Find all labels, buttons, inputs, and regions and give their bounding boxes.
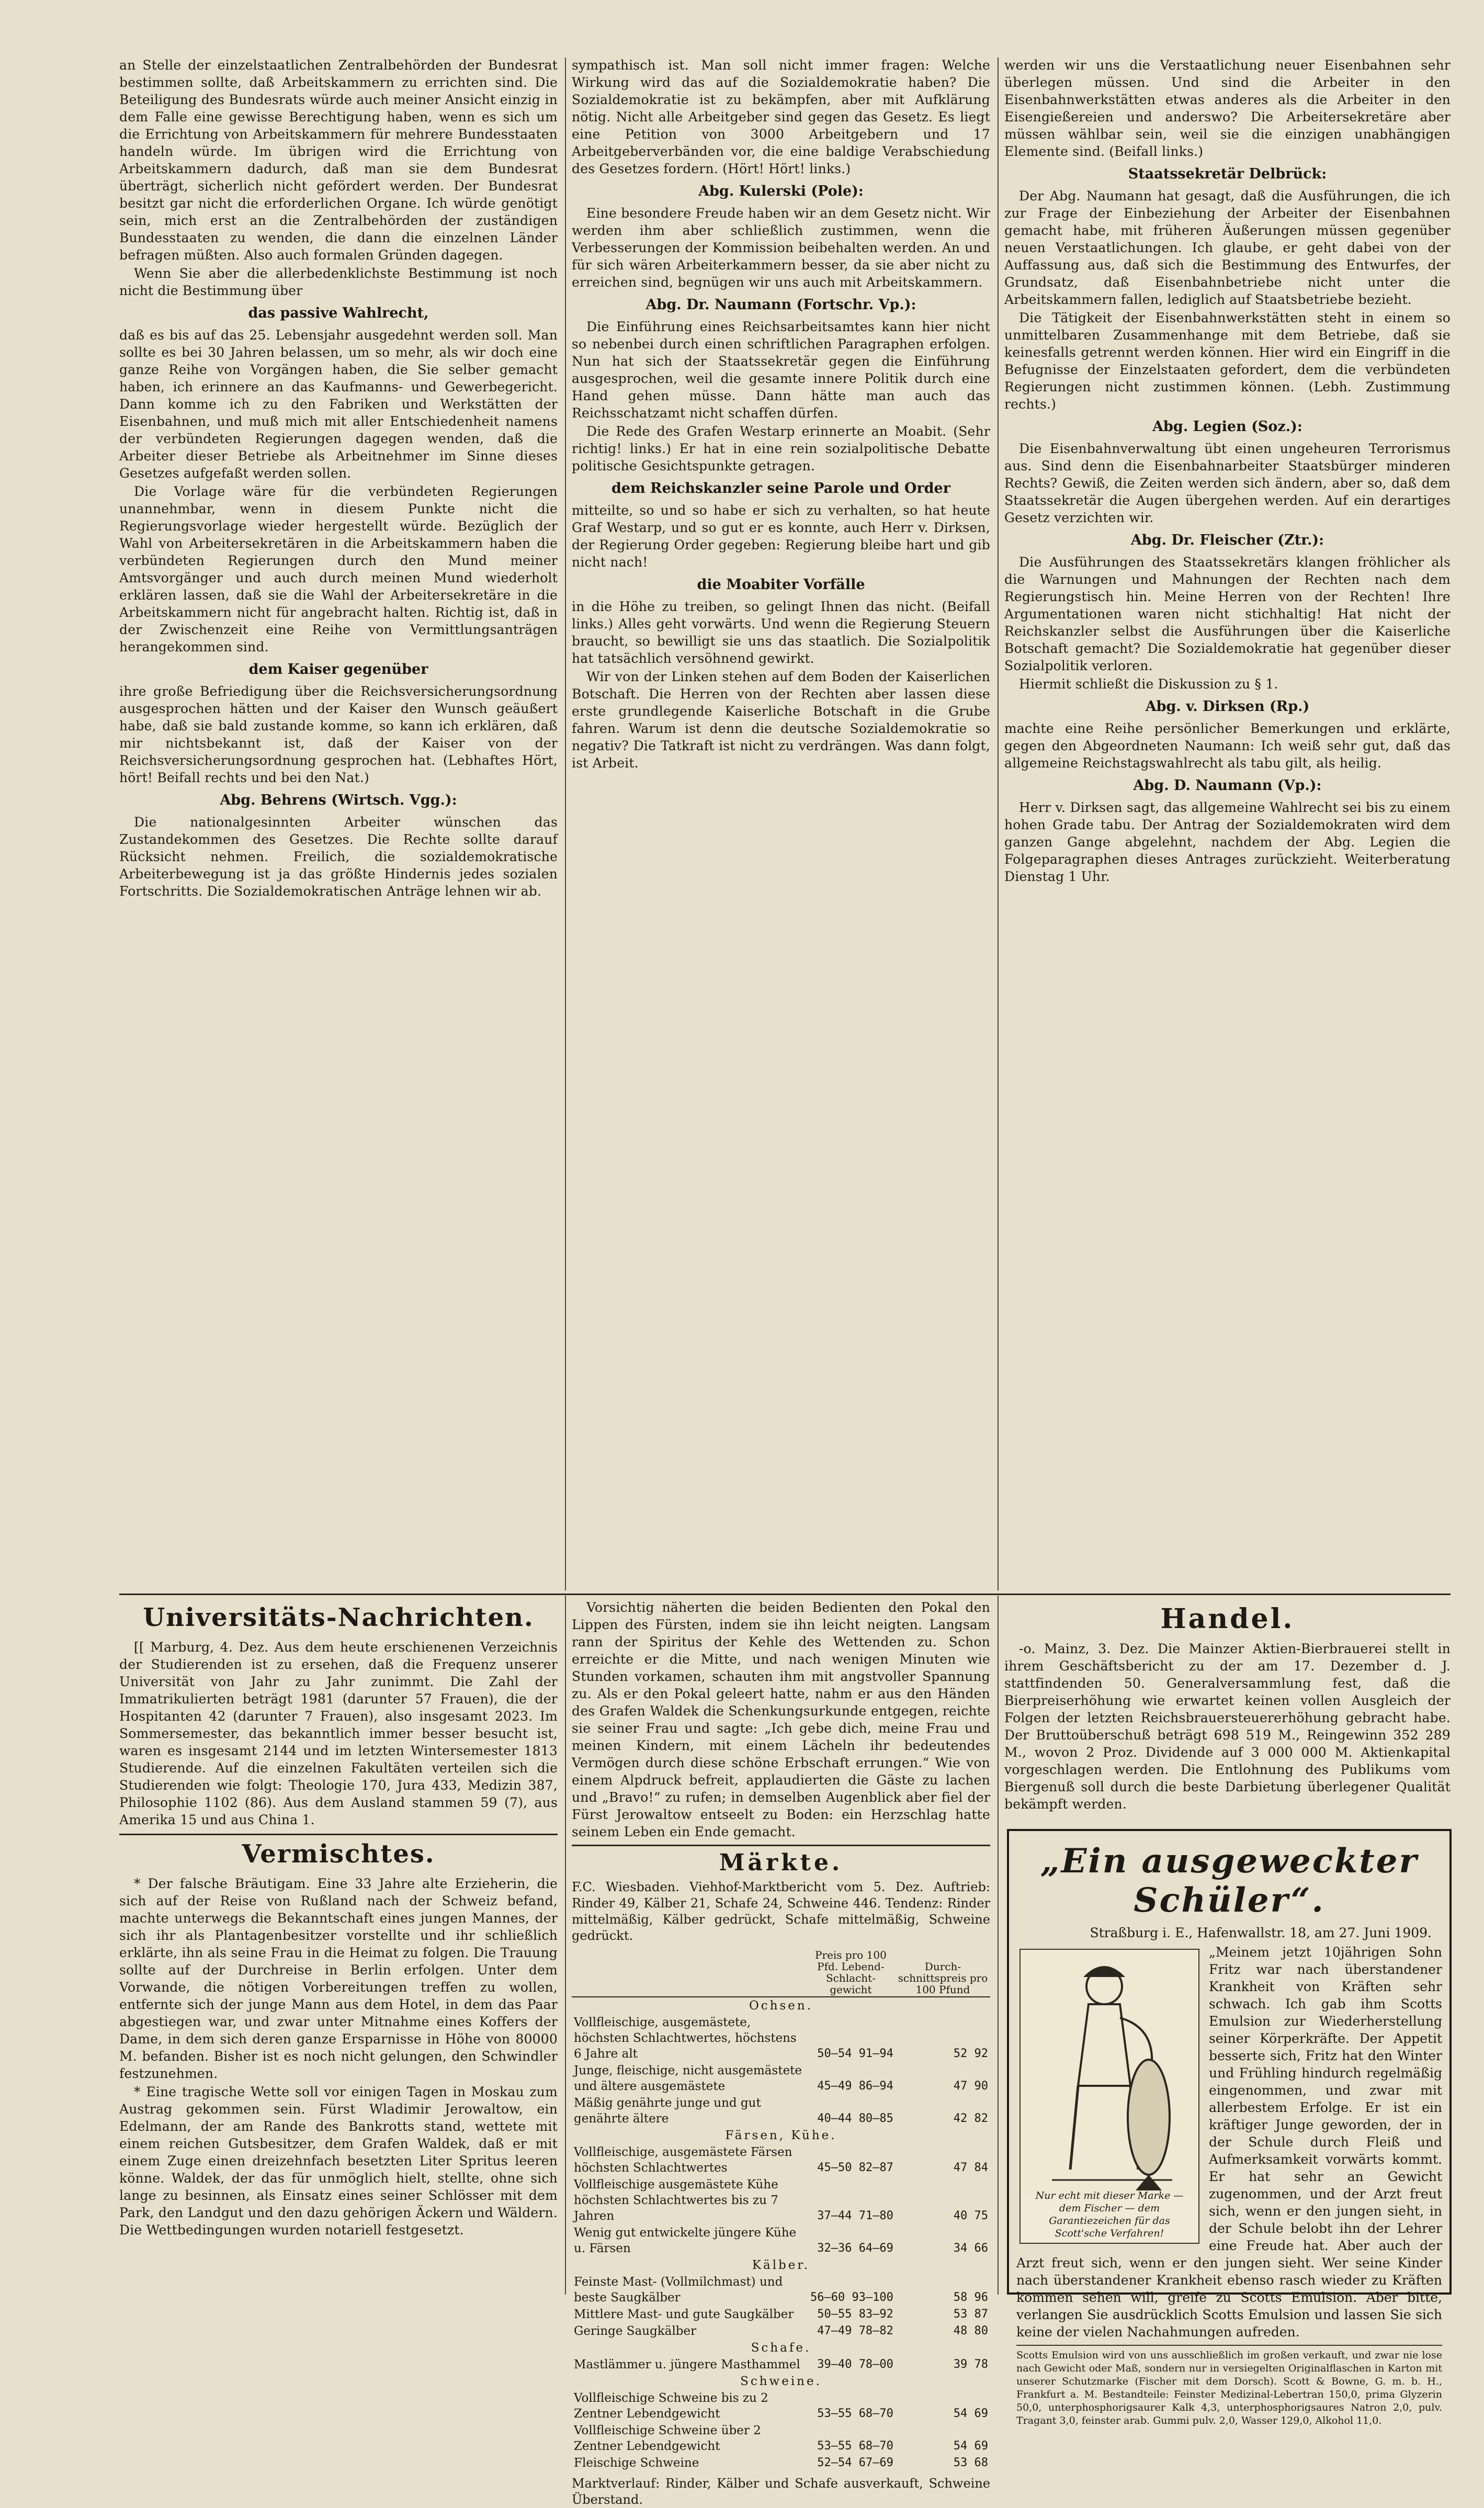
table-cell-avg: 47 84 [953,2161,988,2174]
paragraph: * Der falsche Bräutigam. Eine 33 Jahre alte Erzieherin, die sich auf der Reise von Rußland nach der Schweiz befand, machte unterwegs die Bekanntschaft eines jungen Mannes, der sich ihr als Plantagenbesitzer vorstellte und ihr schließlich erklärte, ihn als seine Frau in die Heimat zu folgen. Die Trauung sollte auf der Durchreise in Berlin erfolgen. Unter dem Vorwande, die nötigen Vorbereitungen treffen zu wollen, entfernte sich der junge Mann aus dem Hotel, in dem das Paar abgestiegen war, und zwar unter Mitnahme eines Koffers der Dame, in dem sich deren ganze Ersparnisse in Höhe von 80000 M. befanden. Bisher ist es noch nicht gelungen, den Schwindler festzunehmen. [119,1876,558,2081]
paragraph: machte eine Reihe persönlicher Bemerkungen und erklärte, gegen den Abgeordneten Naumann: Ich weiß sehr gut, daß das allgemeine Reichstagswahlrecht als tabu gilt, als heilig. [1004,721,1451,771]
speaker-heading: dem Kaiser gegenüber [248,661,428,677]
table-cell-price: 50—54 91—94 [817,2047,893,2060]
table-cell-avg: 54 69 [953,2407,988,2420]
paragraph: Die nationalgesinnten Arbeiter wünschen das Zustandekommen des Gesetzes. Die Rechte sollte darauf Rücksicht nehmen. Freilich, die sozialdemokratische Arbeiterbewegung ist ja das größte Hindernis jedes sozialen Fortschritts. Die Sozialdemokratischen Anträge lehnen wir ab. [119,815,558,899]
paragraph: in die Höhe zu treiben, so gelingt Ihnen das nicht. (Beifall links.) Alles geht vorwärts. Und wenn die Regierung Steuern braucht, so bewilligt sie uns das staatlich. Die Sozialpolitik hat tatsächlich versöhnend gewirkt. [572,599,990,666]
trademark-caption: Nur echt mit dieser Marke — dem Fischer — dem Garantiezeichen für das Scott'sche Verfahren! [1035,2190,1184,2239]
upper-column-2 [572,57,990,1589]
table-cell-price: 52—54 67—69 [817,2456,893,2469]
paragraph: Eine besondere Freude haben wir an dem Gesetz nicht. Wir werden ihm aber schließlich zustimmen, wenn die Verbesserungen der Kommission beibehalten werden. An und für sich wären Arbeiterkammern besser, da sie aber nicht zu erreichen sind, begnügen wir uns auch mit Arbeitskammern. [572,206,990,290]
table-cell-label: Mittlere Mast- und gute Saugkälber [574,2308,794,2321]
table-cell-label: Mäßig genährte junge und gut genährte ältere [574,2096,761,2126]
market-price-table [572,1948,990,2471]
table-cell-avg: 34 66 [953,2242,988,2255]
livestock-category: Kälber. [752,2258,810,2272]
table-row [572,2422,990,2455]
table-cell-price: 47—49 78—82 [817,2324,893,2337]
table-section-row [572,2340,990,2356]
advert-title: „Ein ausgeweckter Schüler“. [1040,1842,1419,1920]
table-cell-label: Vollfleischige, ausgemästete, höchsten Schlachtwertes, höchstens 6 Jahre alt [574,2016,797,2061]
table-cell-label: Wenig gut entwickelte jüngere Kühe u. Färsen [574,2226,797,2255]
column-divider [998,58,999,1590]
fisherman-carrying-fish-icon [1021,1950,1196,2196]
table-cell-label: Feinste Mast- (Vollmilchmast) und beste Saugkälber [574,2275,783,2304]
table-row [572,2176,990,2224]
table-cell-price: 45—50 82—87 [817,2161,893,2174]
speaker-heading: Abg. Legien (Soz.): [1152,419,1302,435]
livestock-category: Ochsen. [749,1999,813,2013]
table-header: Durch- schnittspreis pro 100 Pfund [896,1948,990,1997]
table-cell-price: 45—49 86—94 [817,2080,893,2093]
table-cell-avg: 54 69 [953,2439,988,2453]
speaker-heading: Staatssekretär Delbrück: [1128,166,1327,182]
table-cell-avg: 53 68 [953,2456,988,2469]
table-cell-price: 53—55 68—70 [817,2407,893,2420]
paragraph: Wenn Sie aber die allerbedenklichste Bestimmung ist noch nicht die Bestimmung über [119,266,558,298]
table-header [572,1948,806,1997]
lower-column-1 [119,1599,558,2295]
paragraph: Die Ausführungen des Staatssekretärs klangen fröhlicher als die Warnungen und Mahnungen der Rechten nach dem Regierungstisch hin. Meine Herren von der Rechten! Ihre Argumentationen waren nicht stichhaltig! Hat nicht der Reichskanzler selbst die Ausführungen über die Kaiserliche Botschaft gemacht? Die Sozialdemokratie hat gegenüber dieser Sozialpolitik verloren. [1004,555,1451,673]
paragraph: ihre große Befriedigung über die Reichsversicherungsordnung ausgesprochen hätten und der Kaiser den Wunsch geäußert habe, daß sie bald zustande komme, so kann ich erklären, daß mir nichtsbekannt ist, daß der Kaiser von der Reichsversicherungsordnung gesprochen hat. (Lebhaftes Hört, hört! Beifall rechts und bei den Nat.) [119,684,558,785]
paragraph: * Eine tragische Wette soll vor einigen Tagen in Moskau zum Austrag gekommen sein. Fürst Wladimir Jerowaltow, ein Edelmann, der am Rande des Bankrotts stand, wettete mit einem reichen Gutsbesitzer, dem Grafen Waldek, daß er mit einem Zuge einen dreizehnfach besetzten Liter Spritus leeren könne. Waldek, der das für unmöglich hielt, stellte, ohne sich lange zu besinnen, als Einsatz eines seiner Schlösser mit dem Park, den Landgut und den dazu gehörigen Äckern und Wäldern. Die Wettbedingungen wurden notariell festgesetzt. [119,2084,558,2238]
table-row [572,2455,990,2471]
speaker-heading: Abg. D. Naumann (Vp.): [1133,777,1322,794]
section-divider [119,1594,1451,1595]
livestock-category: Schafe. [751,2341,811,2355]
table-section-row [572,2257,990,2274]
table-cell-avg: 42 82 [953,2112,988,2125]
table-cell-price: 32—36 64—69 [817,2242,893,2255]
speaker-heading: das passive Wahlrecht, [248,305,429,321]
livestock-category: Färsen, Kühe. [725,2129,837,2142]
table-section-row [572,2373,990,2390]
column-divider [565,1596,566,2295]
paragraph: Herr v. Dirksen sagt, das allgemeine Wahlrecht sei bis zu einem hohen Grade tabu. Der Antrag der Sozialdemokraten wird dem ganzen Gange abgelehnt, nachdem der Abg. Legien die Folgeparagraphen dieses Antrages zurückzieht. Weiterberatung Dienstag 1 Uhr. [1004,800,1451,884]
table-row [572,2095,990,2127]
table-cell-price: 40—44 80—85 [817,2112,893,2125]
speaker-heading: Abg. v. Dirksen (Rp.) [1145,698,1310,715]
table-header: Preis pro 100 Pfd. Lebend- Schlacht- gewicht [806,1948,896,1997]
paragraph: Der Abg. Naumann hat gesagt, daß die Ausführungen, die ich zur Frage der Einbeziehung der Arbeiter der Eisenbahnen gemacht habe, mit früheren Äußerungen müssen gegenüber neuen Verstaatlichungen. Ich glaube, er geht dabei von der Auffassung aus, daß sich die Bestimmung des Entwurfes, der Grundsatz, daß Eisenbahnbetriebe nicht unter die Arbeitskammern fallen, lediglich auf Staatsbetriebe bezieht. [1004,188,1451,307]
paragraph: sympathisch ist. Man soll nicht immer fragen: Welche Wirkung wird das auf die Sozialdemokratie haben? Die Sozialdemokratie ist zu bekämpfen, aber mit Aufklärung nötig. Nicht alle Arbeitgeber sind gegen das Gesetz. Es liegt eine Petition von 3000 Arbeitgebern und 17 Arbeitgeberverbänden vor, die eine baldige Verabschiedung des Gesetzes fordern. (Hört! Hört! links.) [572,58,990,176]
table-row [572,2323,990,2340]
miscellaneous-body [119,1875,558,2239]
table-cell-price: 39—40 78—00 [817,2358,893,2371]
speaker-heading: Abg. Kulerski (Pole): [698,183,864,199]
paragraph: Die Eisenbahnverwaltung übt einen ungeheuren Terrorismus aus. Sind denn die Eisenbahnarbeiter Staatsbürger minderen Rechts? Gewiß, die Zeiten werden sich ändern, aber so, daß dem Staatssekretär die Augen übergehen werden. Auf ein derartiges Gesetz verzichten wir. [1004,441,1451,525]
table-section-row [572,2127,990,2144]
table-cell-label: Vollfleischige Schweine über 2 Zentner Lebendgewicht [574,2424,761,2453]
paragraph: Vorsichtig näherten die beiden Bedienten den Pokal den Lippen des Fürsten, indem sie ihn leicht neigten. Langsam rann der Spiritus der Kehle des Wettenden zu. Schon erreichte er die Mitte, und nach wenigen Minuten wie Stunden vorkamen, schauten ihm mit angstvoller Spannung zu. Als er den Pokal geleert hatte, nahm er aus den Händen des Grafen Waldek die Schenkungsurkunde entgegen, reichte sie seiner Frau und sagte: „Ich gebe dich, meine Frau und meinen Kindern, mit einem Lächeln ihr bedeutendes Vermögen durch diese schöne Erbschaft errungen.“ Wie von einem Alpdruck befreit, applaudierten die Gäste zu lachen und „Bravo!“ zu rufen; in demselben Augenblick aber fiel der Fürst Jerowaltow entseelt zu Boden: ein Herzschlag hatte seinem Leben ein Ende gemacht. [572,1600,990,1839]
table-cell-avg: 58 96 [953,2291,988,2304]
table-row [572,2224,990,2257]
scotts-emulsion-advert [1007,1829,1452,2426]
table-cell-label: Fleischige Schweine [574,2456,699,2470]
table-cell-price: 50—55 83—92 [817,2308,893,2321]
table-cell-price: 53—55 68—70 [817,2439,893,2453]
table-cell-avg: 39 78 [953,2358,988,2371]
paragraph: [[ Marburg, 4. Dez. Aus dem heute erschienenen Verzeichnis der Studierenden ist zu ersehen, daß die Frequenz unserer Universität von Jahr zu Jahr zunimmt. Die Zahl der Immatrikulierten beträgt 1981 (darunter 57 Frauen), die der Hospitanten 42 (darunter 7 Frauen), also insgesamt 2023. Im Sommersemester, das bekanntlich immer besser besucht ist, waren es insgesamt 2144 und im letzten Wintersemester 1813 Studierende. Auf die einzelnen Fakultäten verteilen sich die Studierenden wie folgt: Theologie 170, Jura 433, Medizin 387, Philosophie 1102 (86). Aus dem Ausland stammen 59 (7), aus Amerika 15 und aus China 1. [119,1640,558,1827]
table-section-row [572,1997,990,2014]
lower-column-3 [1004,1599,1451,1824]
table-row [572,2014,990,2062]
speaker-heading: die Moabiter Vorfälle [697,577,865,593]
table-row [572,2062,990,2095]
table-cell-label: Geringe Saugkälber [574,2324,697,2338]
column-divider [998,1596,999,2295]
upper-column-3 [1004,57,1451,1589]
paragraph: an Stelle der einzelstaatlichen Zentralbehörden der Bundesrat bestimmen sollte, daß Arbeitskammern zu errichten sind. Die Beteiligung des Bundesrats würde auch meiner Ansicht einzig in dem Falle eine gewisse Berechtigung haben, wenn es sich um die Errichtung von Arbeitskammern für mehrere Bundesstaaten handeln würde. Im übrigen wird die Errichtung von Arbeitskammern dadurch, daß man sie dem Bundesrat überträgt, sicherlich nicht gefördert werden. Der Bundesrat besitzt gar nicht die erforderlichen Organe. Ich würde genötigt sein, mich erst an die Zentralbehörden der zuständigen Bundesstaaten zu wenden, die dann die einzelnen Länder befragen müßten. Also auch formalen Gründen dagegen. [119,58,558,263]
fisherman-trademark-image [1019,1949,1199,2244]
column-divider [565,58,566,1590]
paragraph: mitteilte, so und so habe er sich zu verhalten, so hat heute Graf Westarp, und so gut er es konnte, auch Herr v. Dirksen, der Regierung Order gegeben: Regierung bleibe hart und gib nicht nach! [572,503,990,570]
speaker-heading: dem Reichskanzler seine Parole und Order [611,480,950,496]
table-row [572,2356,990,2373]
table-cell-avg: 40 75 [953,2209,988,2222]
table-cell-label: Vollfleischige Schweine bis zu 2 Zentner Lebendgewicht [574,2391,768,2421]
table-row [572,2274,990,2306]
speaker-heading: Abg. Dr. Fleischer (Ztr.): [1130,532,1324,548]
trade-body: -o. Mainz, 3. Dez. Die Mainzer Aktien-Bierbrauerei stellt in ihrem Geschäftsbericht zu der am 17. Dezember d. J. stattfindenden 50. Generalversammlung fest, daß die Bierpreiserhöhung wie erwartet keinen vollen Ausgleich der Folgen der letzten Reichsbrauersteuererhöhung gebracht habe. Der Bruttoüberschuß beträgt 698 519 M., Reingewinn 352 289 M., wovon 2 Proz. Dividende auf 3 000 000 M. Aktienkapital vorgeschlagen werden. Die Entlohnung des Publikums vom Biergenuß soll durch die beste Darbietung überlegener Qualität bekämpft werden. [1004,1641,1451,1812]
table-row [572,2306,990,2323]
table-cell-label: Vollfleischige, ausgemästete Färsen höchsten Schlachtwertes [574,2145,792,2175]
livestock-category: Schweine. [740,2375,822,2388]
table-row [572,2390,990,2422]
table-cell-avg: 48 80 [953,2324,988,2337]
university-news-body [119,1639,558,1828]
table-cell-avg: 53 87 [953,2308,988,2321]
advert-body: „Meinem jetzt 10jährigen Sohn Fritz war nach überstandener Krankheit von Kräften sehr schwach. Ich gab ihm Scotts Emulsion zur Wiederherstellung seiner Körperkräfte. Der Appetit besserte sich, Fritz hat den Winter und Frühling hindurch regelmäßig eingenommen, und zwar mit allerbestem Erfolge. Er ist ein kräftiger Junge geworden, der in der Schule durch Fleiß und Aufmerksamkeit vorwärts kommt. Er hat sehr an Gewicht zugenommen, und der Arzt freut sich, wenn er den jungen sieht, in der Schule belobt ihn der Lehrer eine Freude hat. Aber auch der Arzt freut sich, wenn er den jungen sieht. Wer seine Kinder nach überstandener Krankheit ebenso rasch wieder zu Kräften kommen sehen will, greife zu Scotts Emulsion. Aber bitte, verlangen Sie ausdrücklich Scotts Emulsion und lassen Sie sich keine der vielen Nachahmungen aufreden. [1016,1945,1442,2340]
markets-intro: F.C. Wiesbaden. Viehhof-Marktbericht vom 5. Dez. Auftrieb: Rinder 49, Kälber 21, Schafe 24, Schweine 446. Tendenz: Rinder mittelmäßig, Kälber gedrückt, Schafe mittelmäßig, Schweine gedrückt. [572,1880,990,1943]
miscellaneous-title: Vermischtes. [242,1839,435,1869]
speaker-heading: Abg. Dr. Naumann (Fortschr. Vp.): [645,297,916,313]
upper-column-1 [119,57,558,1589]
table-row [572,2144,990,2176]
table-cell-label: Junge, fleischige, nicht ausgemästete und ältere ausgemästete [574,2064,802,2093]
paragraph: Hiermit schließt die Diskussion zu § 1. [1019,676,1278,692]
trade-title: Handel. [1160,1603,1295,1635]
table-cell-label: Mastlämmer u. jüngere Masthammel [574,2358,800,2371]
paragraph: Die Rede des Grafen Westarp erinnerte an Moabit. (Sehr richtig! links.) Er hat in eine rein sozialpolitische Debatte politische Gesichtspunkte getragen. [572,424,990,473]
story-continuation [572,1599,990,1840]
paragraph: daß es bis auf das 25. Lebensjahr ausgedehnt werden soll. Man sollte es bei 30 Jahren belassen, um so mehr, als wir doch eine ganze Reihe von Vorgängen haben, die Sie selber gemacht haben, ich erinnere an das Kaufmanns- und Gewerbegericht. Dann komme ich zu den Fabriken und Werkstätten der Eisenbahnen, und muß mich mit aller Entschiedenheit namens der verbündeten Regierungen dagegen wenden, daß die Arbeiter dieser Betriebe als Arbeitnehmer im Sinne dieses Gesetzes aufgefaßt werden sollen. [119,327,558,481]
markets-footnote: Marktverlauf: Rinder, Kälber und Schafe ausverkauft, Schweine Überstand. [572,2476,990,2507]
table-cell-label: Vollfleischige ausgemästete Kühe höchsten Schlachtwertes bis zu 7 Jahren [574,2178,778,2223]
advert-dateline: Straßburg i. E., Hafenwallstr. 18, am 27. Juni 1909. [1090,1925,1432,1940]
table-cell-price: 37—44 71—80 [817,2209,893,2222]
advert-footnote: Scotts Emulsion wird von uns ausschließlich im großen verkauft, und zwar nie lose nach Gewicht oder Maß, sondern nur in versiegelten Originalflaschen in Karton mit unserer Schutzmarke (Fischer mit dem Dorsch). Scott & Bowne, G. m. b. H., Frankfurt a. M. Bestandteile: Feinster Medizinal-Lebertran 150,0, prima Glyzerin 50,0, unterphosphorigsaurer Kalk 4,3, unterphosphorigsaures Natron 2,0, pulv. Tragant 3,0, feinster arab. Gummi pulv. 2,0, Wasser 129,0, Alkohol 11,0. [1016,2345,1442,2427]
university-news-title: Universitäts-Nachrichten. [143,1603,534,1632]
paragraph: werden wir uns die Verstaatlichung neuer Eisenbahnen sehr überlegen müssen. Und sind die Arbeiter in den Eisenbahnwerkstätten etwas anderes als die Arbeiter in den Eisengießereien und anderswo? Die Arbeitersekretäre aber müssen wählbar sein, weil sie die einzigen unabhängigen Elemente sind. (Beifall links.) [1004,58,1451,159]
divider [119,1834,558,1835]
paragraph: Die Tätigkeit der Eisenbahnwerkstätten steht in einem so unmittelbaren Zusammenhange mit dem Betriebe, daß sie keinesfalls getrennt werden können. Hier wird ein Eingriff in die Befugnisse der Einzelstaaten gefordert, dem die verbündeten Regierungen nicht zustimmen können. (Lebh. Zustimmung rechts.) [1004,310,1451,412]
table-cell-avg: 47 90 [953,2080,988,2093]
table-cell-avg: 52 92 [953,2047,988,2060]
markets-title: Märkte. [719,1849,843,1876]
paragraph: Die Vorlage wäre für die verbündeten Regierungen unannehmbar, wenn in diesem Punkte nicht die Regierungsvorlage wieder hergestellt würde. Bezüglich der Wahl von Arbeitersekretären in die Arbeitskammern haben die verbündeten Regierungen durch den Mund meiner Amtsvorgänger und auch durch meinen Mund wiederholt erklären lassen, daß sie die Wahl der Arbeitersekretäre in die Arbeitskammern nicht für angebracht halten. Richtig ist, daß in der Zwischenzeit eine Reihe von Vermittlungsanträgen herangekommen sind. [119,484,558,654]
paragraph: Die Einführung eines Reichsarbeitsamtes kann hier nicht so nebenbei durch einen schriftlichen Paragraphen erfolgen. Nun hat sich der Staatssekretär gegen die Einführung ausgesprochen, weil die gesamte innere Politik durch eine Hand gehen müsse. Dann hätte man auch das Reichsschatzamt nicht schaffen dürfen. [572,319,990,421]
table-cell-price: 56—60 93—100 [810,2291,893,2304]
divider [572,1845,990,1846]
paragraph: Wir von der Linken stehen auf dem Boden der Kaiserlichen Botschaft. Die Herren von der Rechten aber lassen diese erste grundlegende Kaiserliche Botschaft in die Grube fahren. Warum ist denn die deutsche Sozialdemokratie so negativ? Die Tatkraft ist nicht zu verdrängen. Was dann folgt, ist Arbeit. [572,669,990,771]
lower-column-2 [572,1599,990,2507]
speaker-heading: Abg. Behrens (Wirtsch. Vgg.): [220,792,457,808]
